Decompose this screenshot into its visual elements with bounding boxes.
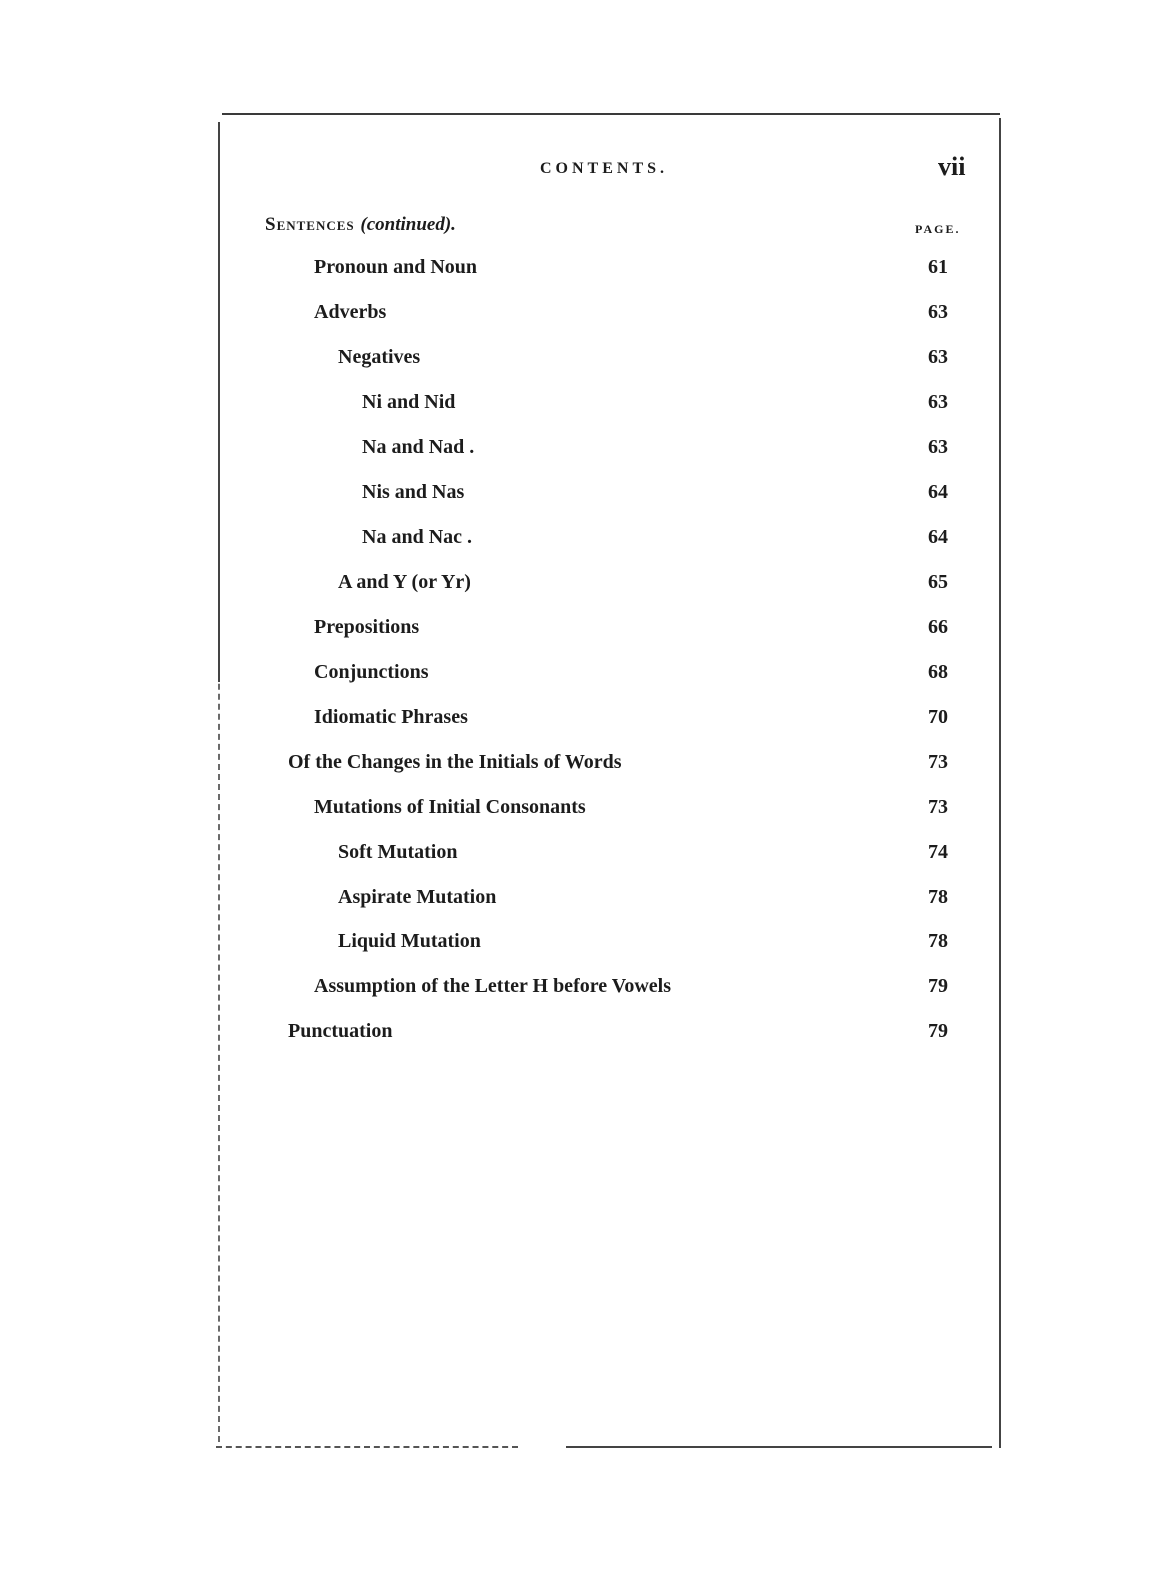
page-column-heading: PAGE. [915,222,961,236]
toc-entry-title: Negatives [338,346,421,368]
toc-entry-page: 68 [928,661,948,683]
toc-entry [0,841,1163,871]
toc-entry [0,751,1163,781]
toc-entry-title: Mutations of Initial Consonants [314,796,586,818]
toc-entry-page: 63 [928,391,948,413]
toc-entry [0,256,1163,286]
toc-entry [0,301,1163,331]
toc-entry-page: 74 [928,841,948,863]
toc-entry [0,796,1163,826]
toc-entry-page: 64 [928,526,948,548]
toc-entry-title: Assumption of the Letter H before Vowels [314,975,672,997]
toc-entry-title: Na and Nac . [362,526,473,548]
toc-entry-page: 79 [928,1020,948,1042]
page-number: vii [938,152,966,181]
toc-entry-page: 63 [928,346,948,368]
toc-entry-page: 79 [928,975,948,997]
toc-entry [0,886,1163,916]
toc-entry-page: 73 [928,796,948,818]
toc-entry [0,1020,1163,1050]
toc-entry-title: Aspirate Mutation [338,886,497,908]
page-border-top [222,113,1000,115]
toc-entry [0,436,1163,466]
toc-entry-title: Soft Mutation [338,841,458,863]
toc-entry-page: 64 [928,481,948,503]
section-heading [265,214,456,236]
toc-entry [0,571,1163,601]
toc-entry-page: 61 [928,256,948,278]
toc-entry [0,930,1163,960]
toc-entry-title: Na and Nad . [362,436,475,458]
section-continued: (continued). [360,214,456,235]
toc-entry [0,526,1163,556]
toc-entry-page: 70 [928,706,948,728]
toc-entry [0,391,1163,421]
toc-entry-title: Conjunctions [314,661,429,683]
toc-entry-page: 65 [928,571,948,593]
toc-entry-page: 63 [928,436,948,458]
toc-entry-page: 66 [928,616,948,638]
toc-entry-title: Prepositions [314,616,420,638]
toc-entry-title: A and Y (or Yr) [338,571,471,593]
toc-entry [0,346,1163,376]
toc-entry [0,706,1163,736]
toc-entry-title: Liquid Mutation [338,930,481,952]
toc-entry [0,975,1163,1005]
toc-entry-title: Punctuation [288,1020,393,1042]
toc-entry [0,661,1163,691]
toc-entry-page: 78 [928,930,948,952]
running-head: CONTENTS. [540,160,669,177]
section-title: Sentences [265,214,355,235]
toc-entry [0,616,1163,646]
toc-entry-title: Adverbs [314,301,387,323]
page-border-bottom-right [566,1446,992,1448]
toc-entry-title: Of the Changes in the Initials of Words [288,751,622,773]
toc-entry-title: Idiomatic Phrases [314,706,468,728]
page-border-bottom-left [216,1446,518,1448]
toc-entry-page: 63 [928,301,948,323]
toc-entry-title: Ni and Nid [362,391,456,413]
toc-entry [0,481,1163,511]
toc-entry-title: Nis and Nas [362,481,465,503]
toc-entry-title: Pronoun and Noun [314,256,478,278]
toc-entry-page: 73 [928,751,948,773]
toc-entry-page: 78 [928,886,948,908]
